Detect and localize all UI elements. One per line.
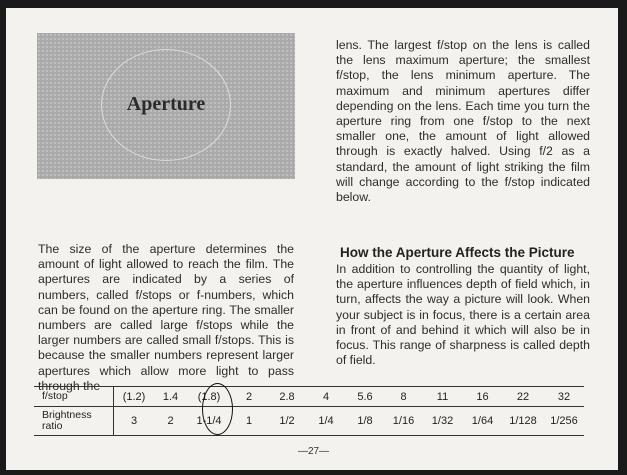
ratio-cell: 1/16 (392, 415, 415, 427)
ratio-cell: 1-1/4 (196, 415, 222, 427)
brightness-label-line2: ratio (42, 420, 63, 432)
ratio-cell: 1/64 (471, 415, 494, 427)
brightness-label-line1: Brightness (42, 409, 92, 421)
section-heading: How the Aperture Affects the Picture (340, 245, 575, 260)
fstop-cell: 4 (322, 390, 330, 403)
fstop-label-text: f/stop (42, 390, 68, 402)
paragraph-top-right: lens. The largest f/stop on the lens is called the lens maximum aperture; the smallest f/stop, the lens minimum aperture. The maximum and minimum apertures differ depending on the lens. Each time you turn the aperture ring from one f/stop to the next smaller one, the amount of light allowed through is exactly halved. Using f/2 as a standard, the amount of light striking the film will change according to the f/stop indicated below. (336, 38, 590, 205)
paragraph-bottom-right: In addition to controlling the quantity of light, the aperture influences depth of field which, in turn, affects the way a picture will look. When your subject is in focus, there is a certain area in front of and behind it which will also be in focus. This range of sharpness is called depth of field. (336, 262, 590, 368)
fstop-cell: 8 (400, 390, 407, 403)
page-number: —27— (297, 446, 330, 457)
ratio-cell: 1 (245, 415, 253, 427)
paragraph-left: The size of the aperture determines the amount of light allowed to reach the film. The apertures are indicated by a series of numbers, called f/stops or f-numbers, which can be found on the aperture ring. The smaller numbers are called large f/stops while the larger numbers are called small f/stops. This is because the smaller numbers represent larger apertures which allow more light to pass through the (38, 242, 294, 393)
fstop-cell: 32 (557, 390, 571, 403)
ratio-cell: 2 (167, 415, 174, 427)
ratio-cell: 1/2 (279, 415, 295, 427)
fstop-cell: 11 (436, 390, 449, 403)
ratio-cell: 1/4 (318, 415, 334, 427)
fstop-cell: 1.4 (162, 390, 179, 403)
fstop-cell: 16 (476, 390, 489, 403)
fstop-row (34, 387, 584, 407)
hero-title: Aperture (126, 93, 206, 115)
fstop-cell: 2.8 (279, 390, 295, 403)
ratio-cell: 3 (130, 415, 138, 427)
brightness-row (34, 407, 584, 435)
fstop-row-label (34, 387, 114, 406)
fstop-table (34, 386, 584, 436)
ratio-cell: 1/8 (357, 415, 373, 427)
ratio-cell: 1/128 (509, 415, 537, 427)
ratio-cell: 1/256 (550, 415, 578, 427)
fstop-cell: 5.6 (357, 390, 373, 403)
fstop-cell: (1.8) (197, 390, 221, 403)
brightness-row-label (34, 407, 114, 435)
fstop-cell: 2 (245, 390, 253, 403)
standard-fstop-circle (202, 383, 233, 435)
fstop-cell: (1.2) (122, 390, 146, 403)
fstop-cell: 22 (516, 390, 530, 403)
aperture-title-illustration (37, 33, 295, 179)
ratio-cell: 1/32 (431, 415, 454, 427)
